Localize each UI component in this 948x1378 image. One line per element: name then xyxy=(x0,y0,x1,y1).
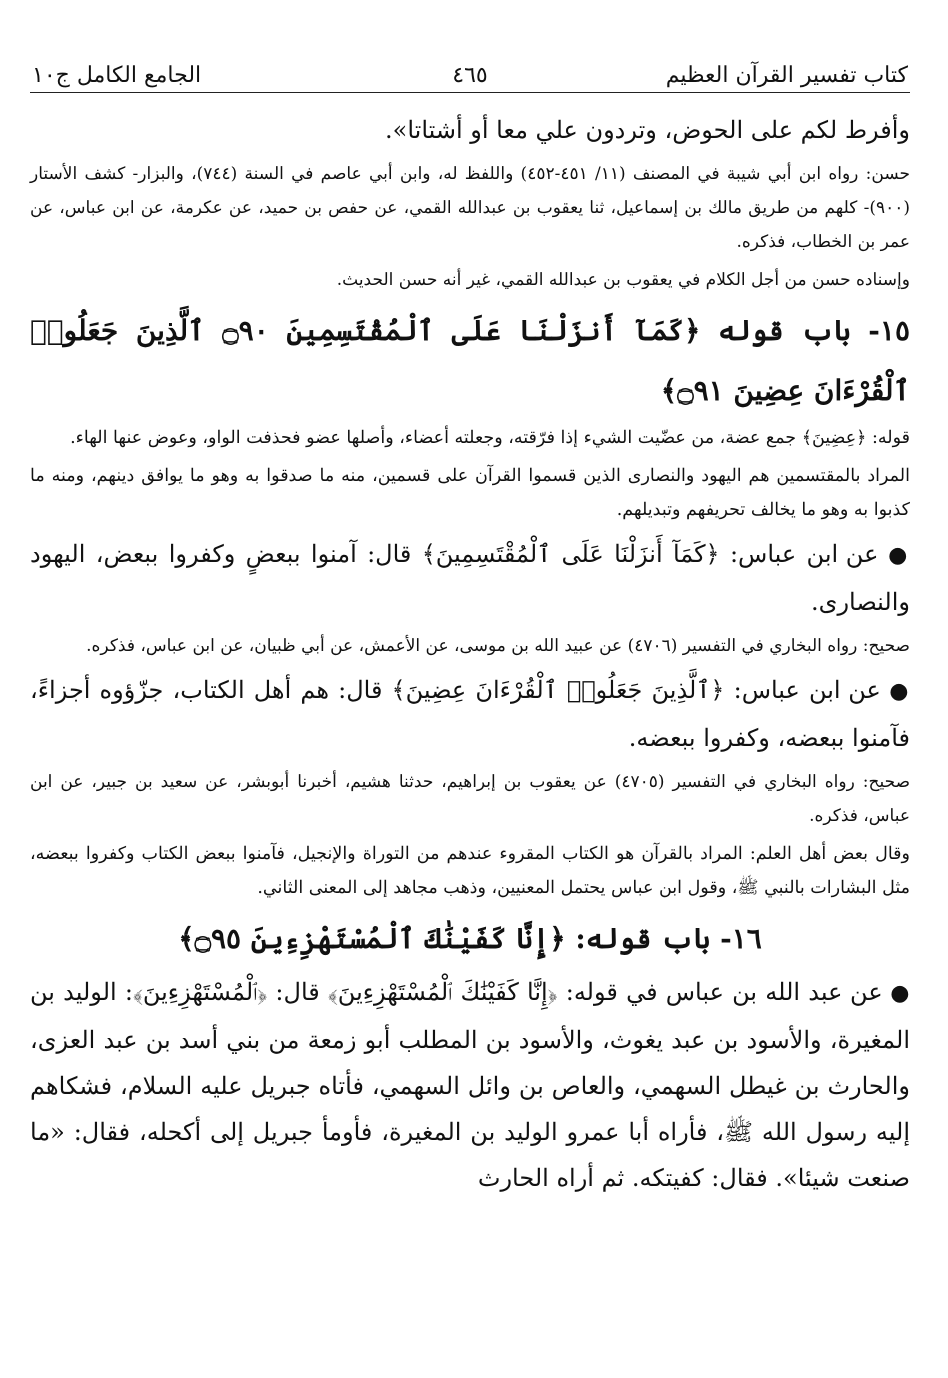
paragraph-text: المراد بالمقتسمين هم اليهود والنصارى الذين قسموا القرآن على قسمين، منه ما صدقوا به وهو ما يوافق دينهم، ومنه ما كذبوا به وهو ما يخالف تحريفهم وتبديلهم. xyxy=(30,466,910,520)
paragraph-text: حسن: رواه ابن أبي شيبة في المصنف (١١/ ٤٥١-٤٥٢) واللفظ له، وابن أبي عاصم في السنة (٧٤٤)، والبزار- كشف الأستار (٩٠٠)- كلهم من طريق مالك بن إسماعيل، ثنا يعقوب بن عبدالله القمي، عن حفص بن حميد، عن عكرمة، عن ابن عباس، عن عمر بن الخطاب، فذكره. xyxy=(30,164,910,252)
note-paragraph xyxy=(30,459,910,527)
paragraph-text: وقال بعض أهل العلم: المراد بالقرآن هو الكتاب المقروء عندهم من التوراة والإنجيل، فآمنوا ببعض الكتاب وكفروا ببعضه، مثل البشارات بالنبي ﷺ، وقول ابن عباس يحتمل المعنيين، وذهب مجاهد إلى المعنى الثاني. xyxy=(30,844,910,898)
paragraph-text: عن عبد الله بن عباس في قوله: ﴿إِنَّا كَفَيْنَٰكَ ٱلْمُسْتَهْزِءِينَ﴾ قال: ﴿ٱلْمُسْتَهْزِءِينَ﴾: الوليد بن المغيرة، والأسود بن عبد يغوث، والأسود بن المطلب أبو زمعة من بني أسد بن عبد العزى، والحارث بن غيطل السهمي، والعاص بن وائل السهمي، فأتاه جبريل عليه السلام، فشكاهم إليه رسول الله ﷺ، فأراه أبا عمرو الوليد بن المغيرة، فأومأ جبريل إلى أكحله، فقال: «ما صنعت شيئا». فقال: كفيتكه. ثم أراه الحارث xyxy=(30,978,910,1192)
book-page xyxy=(30,40,910,1201)
chapter-heading xyxy=(30,909,910,969)
paragraph-text: صحيح: رواه البخاري في التفسير (٤٧٠٥) عن يعقوب بن إبراهيم، حدثنا هشيم، أخبرنا أبوبشر، عن سعيد بن جبير، عن ابن عباس، فذكره. xyxy=(30,772,911,826)
volume-label: الجامع الكامل ج١٠ xyxy=(32,63,202,88)
chapter-heading xyxy=(30,301,910,421)
page-header xyxy=(30,40,910,93)
paragraph-text: صحيح: رواه البخاري في التفسير (٤٧٠٦) عن عبيد الله بن موسى، عن الأعمش، عن أبي ظبيان، عن ابن عباس، فذكره. xyxy=(86,636,910,656)
bullet-icon: ● xyxy=(878,543,910,568)
paragraph-text: عن ابن عباس: ﴿كَمَآ أَنزَلْنَا عَلَى ٱلْمُقْتَسِمِينَ﴾ قال: آمنوا ببعضٍ وكفروا ببعض، اليهود والنصارى. xyxy=(30,540,910,616)
page-number: ٤٦٥ xyxy=(452,63,488,88)
grade-paragraph xyxy=(30,629,910,663)
paragraph-text: عن ابن عباس: ﴿ٱلَّذِينَ جَعَلُوا۟ ٱلْقُرْءَانَ عِضِينَ﴾ قال: هم أهل الكتاب، جزّؤوه أجزاءً، فآمنوا ببعضه، وكفروا ببعضه. xyxy=(30,676,910,752)
hadith-paragraph xyxy=(30,107,910,153)
note-paragraph xyxy=(30,421,910,455)
grade-paragraph xyxy=(30,157,910,259)
book-title: كتاب تفسير القرآن العظيم xyxy=(665,63,908,88)
note-paragraph xyxy=(30,837,910,905)
hadith-paragraph xyxy=(30,667,910,761)
paragraph-text: وأفرط لكم على الحوض، وتردون علي معا أو أشتاتا». xyxy=(385,116,910,144)
paragraph-text: ١٦- باب قوله: ﴿إِنَّا كَفَيْنَٰكَ ٱلْمُسْتَهْزِءِينَ ۝٩٥﴾ xyxy=(178,922,762,955)
paragraph-text: ١٥- باب قوله ﴿كَمَآ أَنزَلْنَا عَلَى ٱلْمُقْتَسِمِينَ ۝٩٠ ٱلَّذِينَ جَعَلُوا۟ ٱلْقُرْءَانَ عِضِينَ ۝٩١﴾ xyxy=(30,314,910,407)
page-body xyxy=(30,107,910,1201)
hadith-paragraph xyxy=(30,531,910,625)
bullet-icon: ● xyxy=(880,679,910,704)
paragraph-text: وإسناده حسن من أجل الكلام في يعقوب بن عبدالله القمي، غير أنه حسن الحديث. xyxy=(336,270,910,290)
paragraph-text: قوله: ﴿عِضِينَ﴾ جمع عضة، من عضّيت الشيء إذا فرّقته، وجعلته أعضاء، وأصلها عضو فحذفت الواو، وعوض عنها الهاء. xyxy=(70,428,910,448)
hadith-paragraph xyxy=(30,969,910,1201)
grade-paragraph xyxy=(30,765,910,833)
grade-paragraph xyxy=(30,263,910,297)
bullet-icon: ● xyxy=(882,981,910,1006)
